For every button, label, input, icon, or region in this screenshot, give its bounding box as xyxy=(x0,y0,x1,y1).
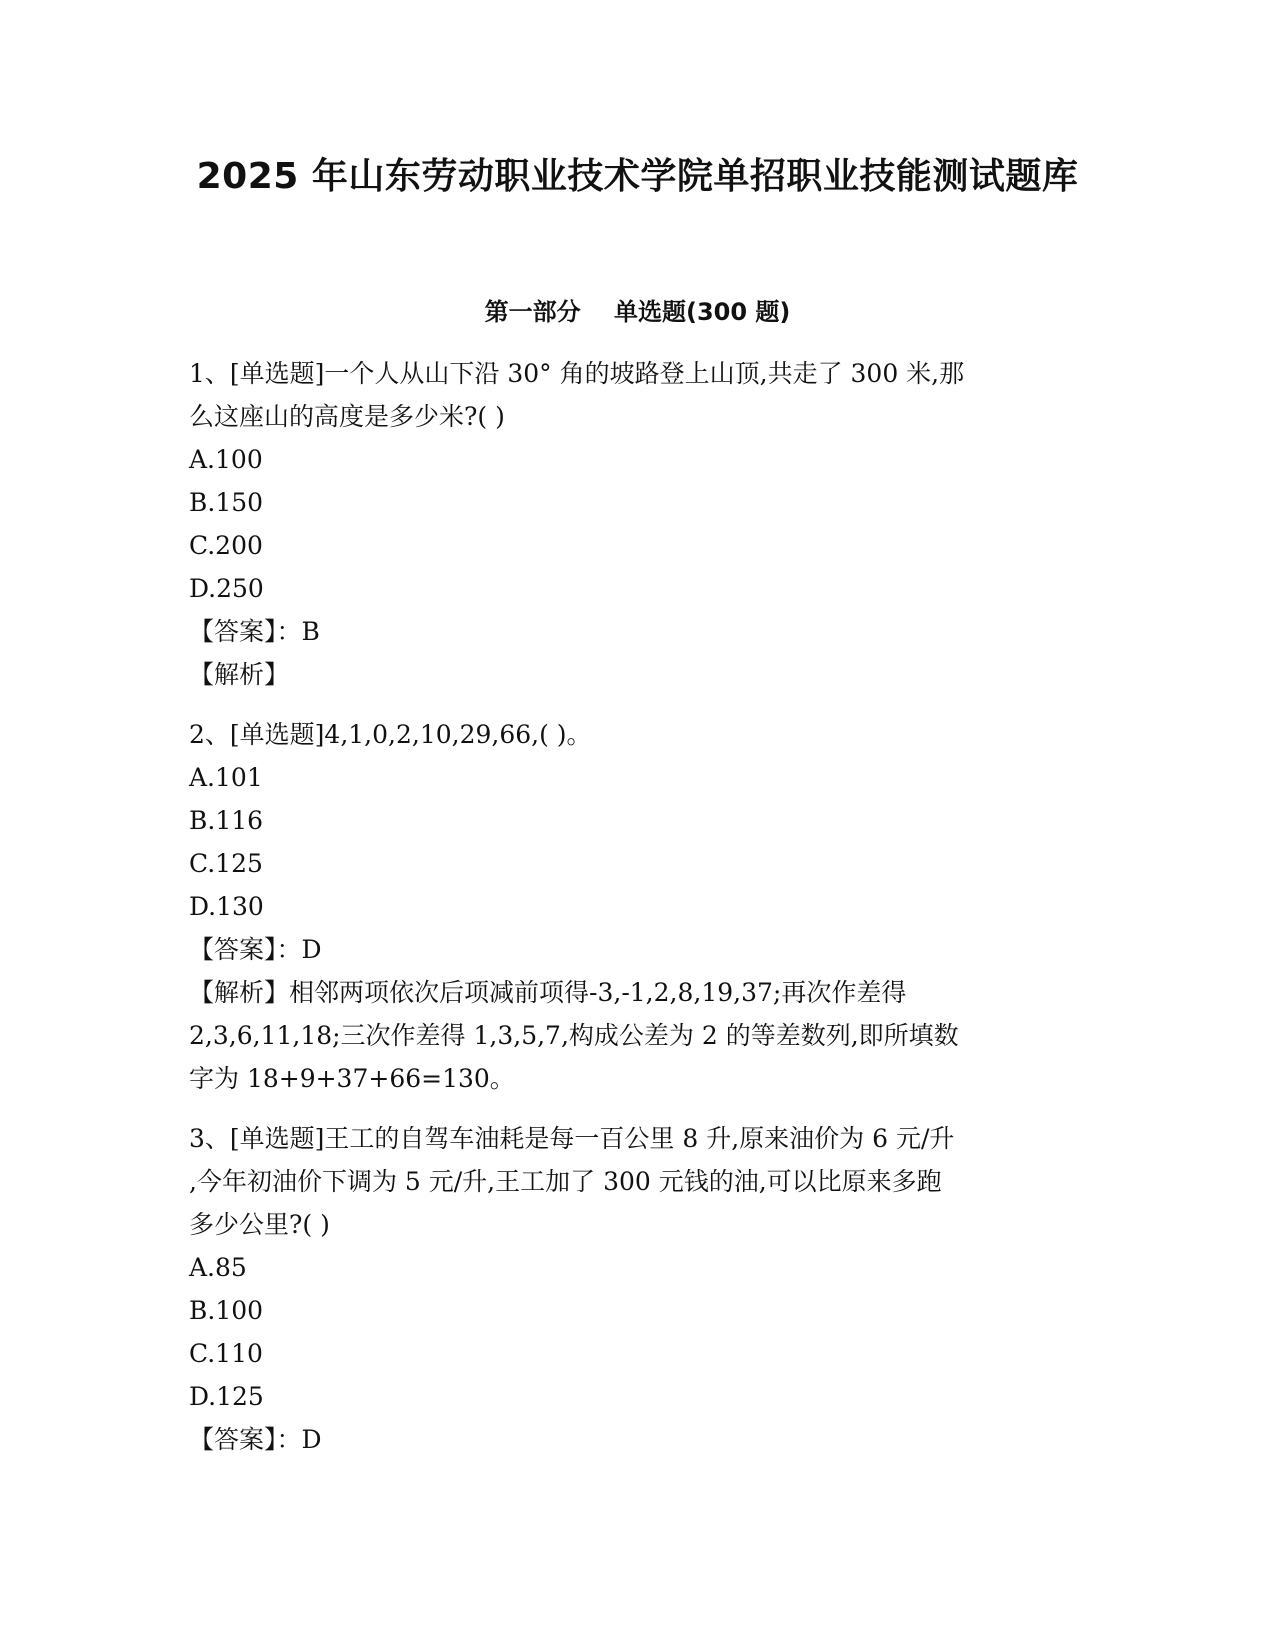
answer-label: 【答案】 xyxy=(189,1425,277,1454)
explanation-text: 相邻两项依次后项减前项得-3,-1,2,8,19,37;再次作差得 xyxy=(289,978,907,1007)
explanation-label: 【解析】 xyxy=(189,660,290,689)
question-stem-line: 3、[单选题]王工的自驾车油耗是每一百公里 8 升,原来油价为 6 元/升 xyxy=(189,1124,955,1153)
explanation-line: 2,3,6,11,18;三次作差得 1,3,5,7,构成公差为 2 的等差数列,即所填数 xyxy=(189,1021,959,1050)
question-stem-line: ,今年初油价下调为 5 元/升,王工加了 300 元钱的油,可以比原来多跑 xyxy=(189,1167,942,1196)
option-d: D.130 xyxy=(189,892,264,921)
question-stem-line: 1、[单选题]一个人从山下沿 30° 角的坡路登上山顶,共走了 300 米,那 xyxy=(189,359,965,388)
answer-value: ：B xyxy=(276,617,320,646)
answer-value: ：D xyxy=(276,935,322,964)
option-d: D.250 xyxy=(189,574,264,603)
question-2 xyxy=(189,713,1089,1100)
answer-label: 【答案】 xyxy=(189,935,277,964)
option-c: C.200 xyxy=(189,531,263,560)
explanation-label: 【解析】 xyxy=(189,978,290,1007)
option-a: A.85 xyxy=(189,1253,247,1282)
question-1 xyxy=(189,352,1089,696)
answer-label: 【答案】 xyxy=(189,617,277,646)
option-b: B.100 xyxy=(189,1296,264,1325)
option-b: B.116 xyxy=(189,806,264,835)
option-c: C.125 xyxy=(189,849,263,878)
question-3 xyxy=(189,1117,1089,1461)
document-title: 2025 年山东劳动职业技术学院单招职业技能测试题库 xyxy=(196,156,1079,197)
answer-line xyxy=(189,1418,1089,1461)
question-stem-line: 么这座山的高度是多少米?( ) xyxy=(189,402,505,431)
answer-line xyxy=(189,928,1089,971)
answer-value: ：D xyxy=(276,1425,322,1454)
explanation-line xyxy=(189,653,1089,696)
question-stem-line: 2、[单选题]4,1,0,2,10,29,66,( )。 xyxy=(189,720,592,749)
section-title: 第一部分 单选题(300 题) xyxy=(484,298,791,326)
option-b: B.150 xyxy=(189,488,264,517)
answer-line xyxy=(189,610,1089,653)
option-d: D.125 xyxy=(189,1382,264,1411)
option-c: C.110 xyxy=(189,1339,263,1368)
option-a: A.100 xyxy=(189,445,263,474)
explanation-line xyxy=(189,971,1089,1014)
question-list xyxy=(189,352,1089,1461)
explanation-line: 字为 18+9+37+66=130。 xyxy=(189,1064,515,1093)
option-a: A.101 xyxy=(189,763,263,792)
question-stem-line: 多少公里?( ) xyxy=(189,1210,330,1239)
